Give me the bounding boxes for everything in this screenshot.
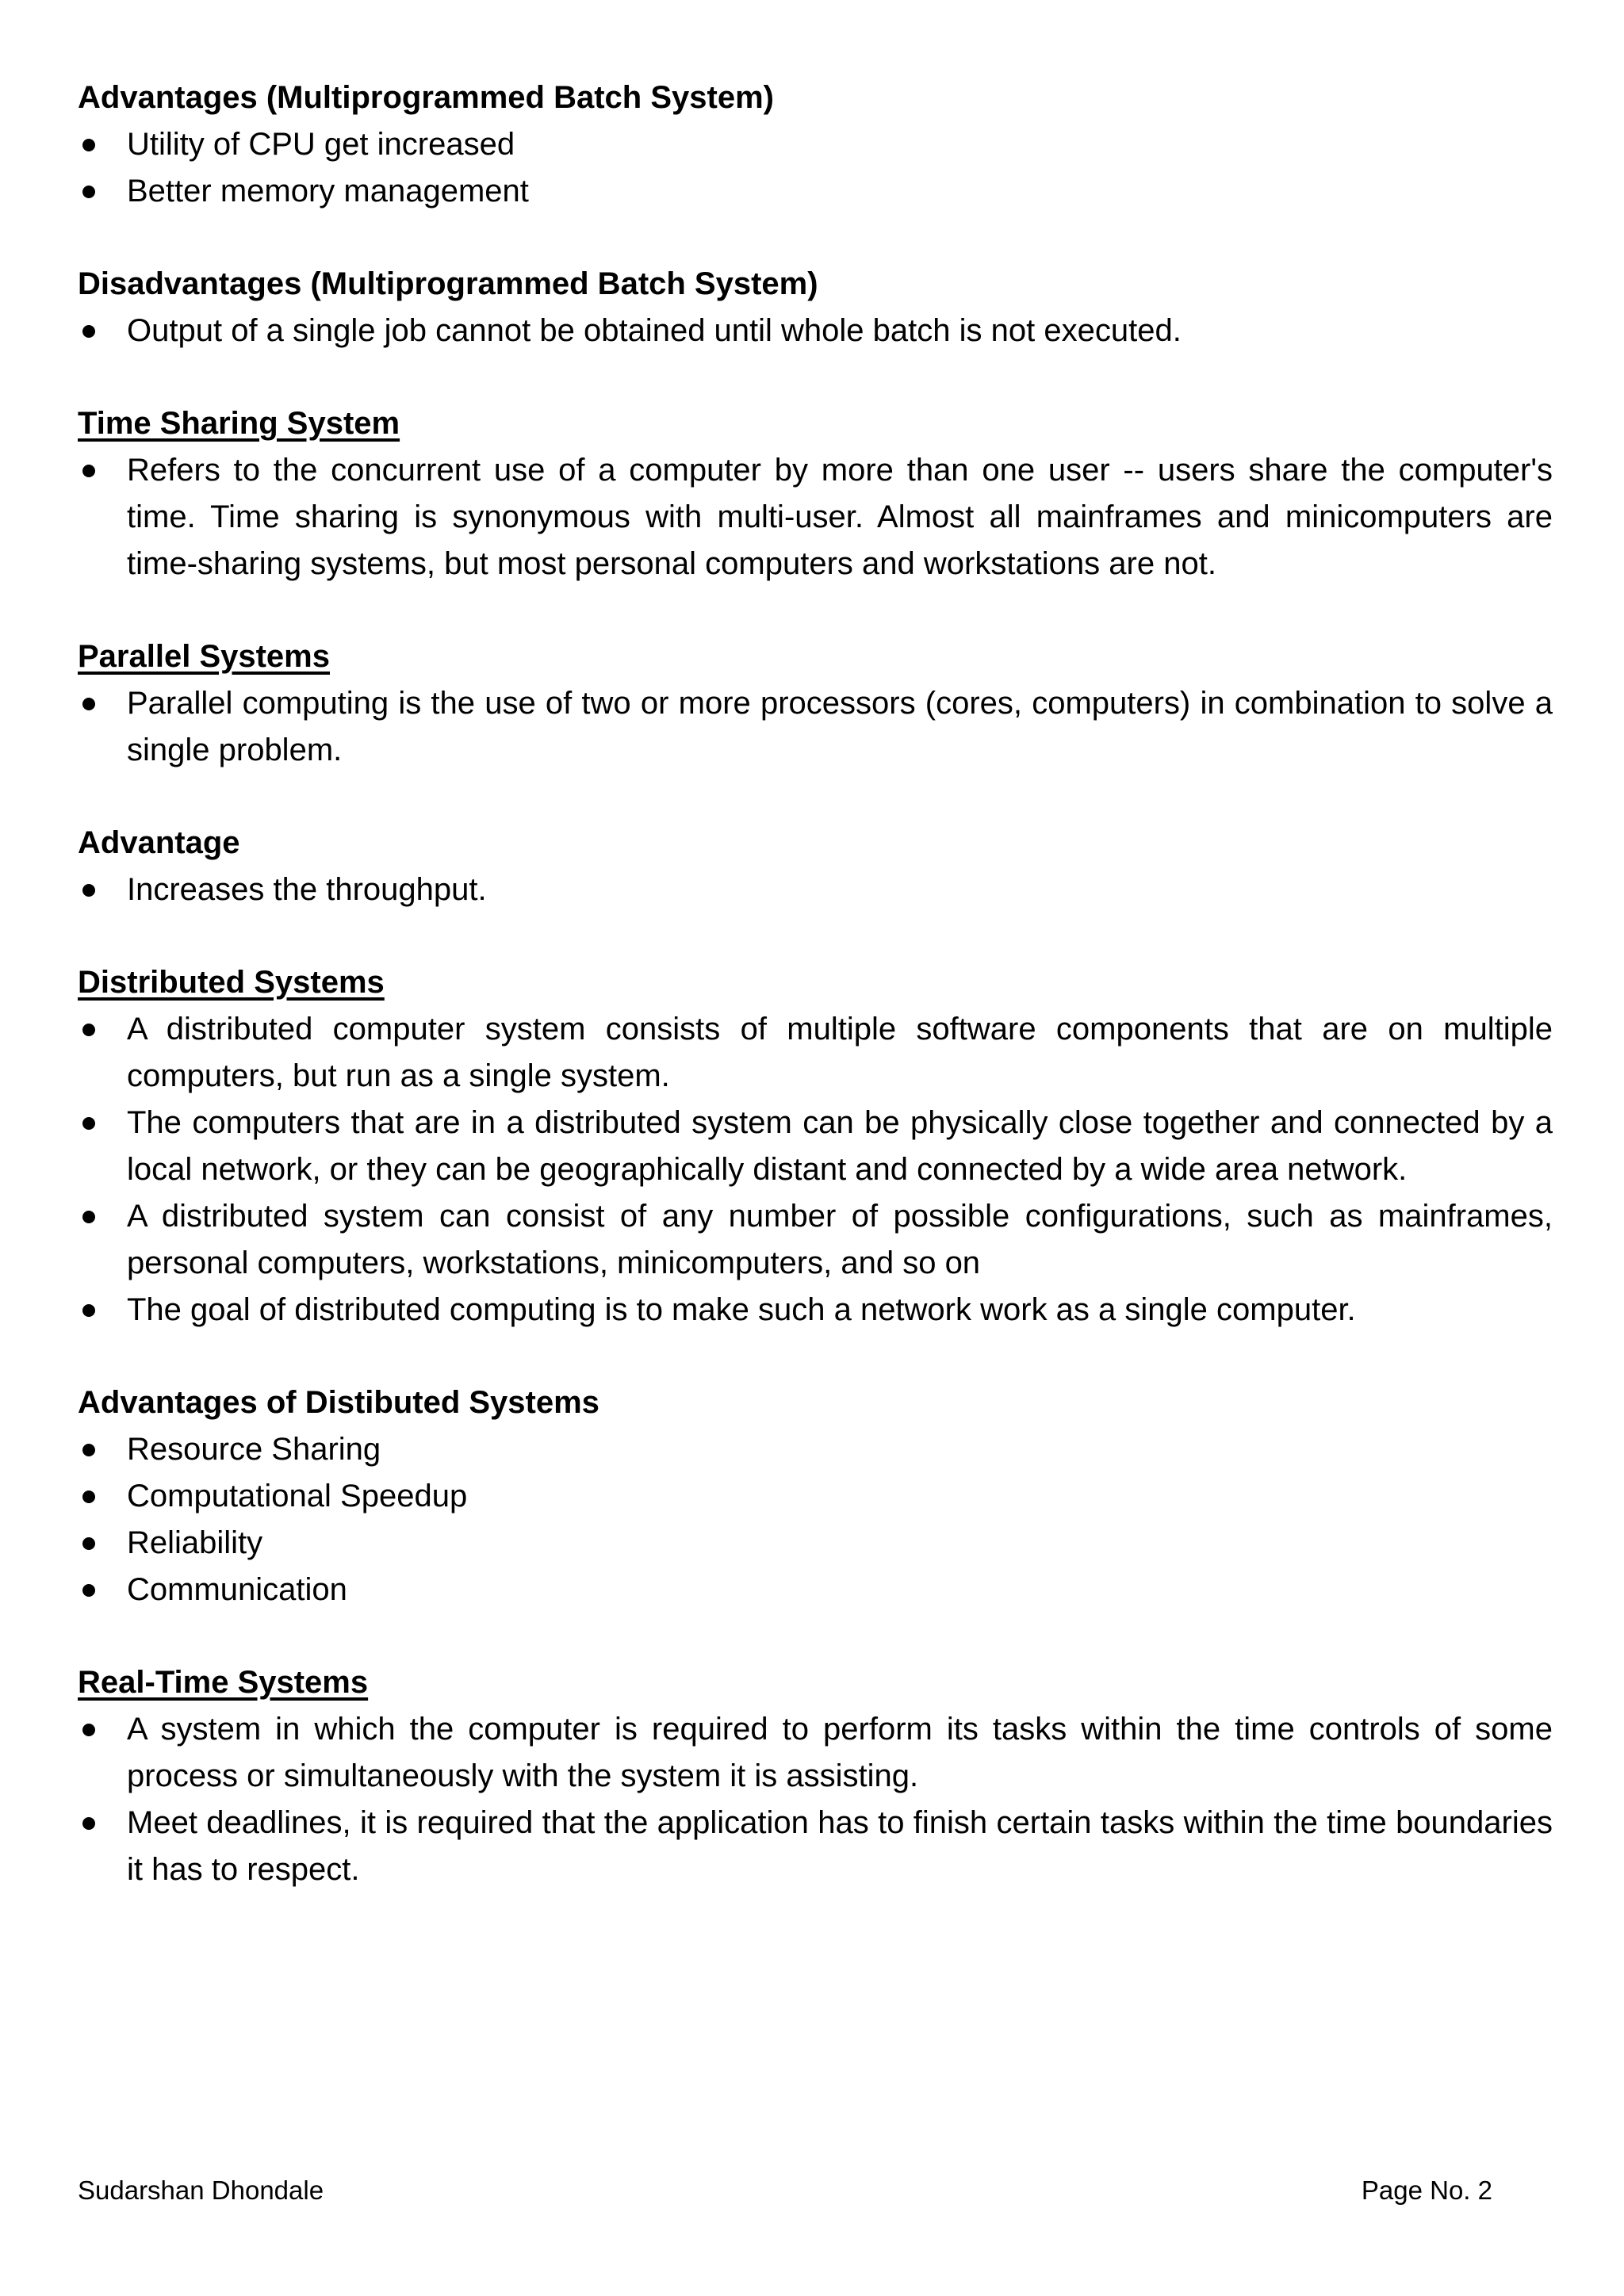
list-item-text: Resource Sharing <box>127 1432 381 1467</box>
bullet-list <box>78 447 1553 587</box>
list-item <box>78 308 1553 354</box>
list-item <box>78 121 1553 168</box>
list-item <box>78 1567 1553 1613</box>
footer-author: Sudarshan Dhondale <box>78 2175 324 2205</box>
list-item <box>78 1520 1553 1567</box>
section-heading: Distributed Systems <box>78 965 385 1000</box>
list-item-text: Utility of CPU get increased <box>127 127 515 162</box>
bullet-list <box>78 1006 1553 1334</box>
list-item <box>78 1006 1553 1100</box>
bullet-list <box>78 867 1553 913</box>
list-item <box>78 867 1553 913</box>
list-item <box>78 1287 1553 1334</box>
list-item-text: Communication <box>127 1572 347 1607</box>
bullet-icon <box>82 186 95 198</box>
list-item-text: Meet deadlines, it is required that the application has to finish certain tasks within the time boundaries it has to respect. <box>127 1805 1553 1887</box>
list-item-text: Reliability <box>127 1525 263 1560</box>
section-parallel-systems <box>78 633 1553 774</box>
bullet-list <box>78 121 1553 215</box>
list-item-text: The goal of distributed computing is to make such a network work as a single computer. <box>127 1292 1356 1327</box>
section-real-time-systems <box>78 1659 1553 1893</box>
list-item-text: A system in which the computer is required to perform its tasks within the time controls of some process or simultaneously with the system it is assisting. <box>127 1712 1553 1793</box>
bullet-list <box>78 680 1553 774</box>
list-item <box>78 680 1553 774</box>
section-heading: Parallel Systems <box>78 639 330 674</box>
bullet-icon <box>82 1211 95 1223</box>
section-multiprogrammed-disadvantages <box>78 261 1553 354</box>
list-item <box>78 1706 1553 1800</box>
list-item-text: Refers to the concurrent use of a computer by more than one user -- users share the computer's time. Time sharing is synonymous with multi-user. Almost all mainframes and minicomputers are time-sharing systems, but most personal computers and workstations are not. <box>127 453 1553 581</box>
bullet-icon <box>82 1117 95 1130</box>
list-item <box>78 1473 1553 1520</box>
list-item <box>78 1100 1553 1193</box>
bullet-icon <box>82 698 95 710</box>
bullet-icon <box>82 1817 95 1830</box>
bullet-icon <box>82 325 95 338</box>
list-item-text: A distributed system can consist of any number of possible configurations, such as mainframes, personal computers, workstations, minicomputers, and so on <box>127 1199 1553 1280</box>
list-item <box>78 168 1553 215</box>
list-item-text: A distributed computer system consists of multiple software components that are on multiple computers, but run as a single system. <box>127 1012 1553 1093</box>
section-time-sharing <box>78 400 1553 587</box>
section-heading: Disadvantages (Multiprogrammed Batch System) <box>78 266 818 301</box>
section-heading: Real-Time Systems <box>78 1665 369 1700</box>
list-item <box>78 447 1553 587</box>
bullet-icon <box>82 1584 95 1597</box>
section-heading: Time Sharing System <box>78 406 400 441</box>
section-multiprogrammed-advantages <box>78 75 1553 215</box>
list-item-text: Parallel computing is the use of two or more processors (cores, computers) in combination to solve a single problem. <box>127 686 1553 767</box>
section-heading: Advantages (Multiprogrammed Batch System) <box>78 80 774 115</box>
page-content <box>78 75 1553 1939</box>
list-item-text: Output of a single job cannot be obtained until whole batch is not executed. <box>127 313 1182 348</box>
bullet-icon <box>82 1537 95 1550</box>
section-distributed-systems <box>78 959 1553 1334</box>
list-item <box>78 1193 1553 1287</box>
section-parallel-advantage <box>78 820 1553 913</box>
list-item-text: Increases the throughput. <box>127 872 487 907</box>
section-distributed-advantages <box>78 1380 1553 1613</box>
bullet-list <box>78 1426 1553 1613</box>
section-heading: Advantage <box>78 825 240 860</box>
bullet-icon <box>82 1444 95 1456</box>
bullet-icon <box>82 139 95 151</box>
list-item-text: The computers that are in a distributed system can be physically close together and connected by a local network, or they can be geographically distant and connected by a wide area network. <box>127 1105 1553 1187</box>
list-item-text: Better memory management <box>127 174 529 209</box>
list-item <box>78 1426 1553 1473</box>
bullet-icon <box>82 884 95 897</box>
bullet-list <box>78 308 1553 354</box>
bullet-icon <box>82 1024 95 1036</box>
bullet-icon <box>82 1724 95 1736</box>
bullet-icon <box>82 1304 95 1317</box>
bullet-icon <box>82 465 95 477</box>
list-item <box>78 1800 1553 1893</box>
section-heading: Advantages of Distibuted Systems <box>78 1385 599 1420</box>
list-item-text: Computational Speedup <box>127 1479 468 1513</box>
bullet-icon <box>82 1490 95 1503</box>
bullet-list <box>78 1706 1553 1893</box>
footer-page-number: Page No. 2 <box>1361 2175 1492 2205</box>
